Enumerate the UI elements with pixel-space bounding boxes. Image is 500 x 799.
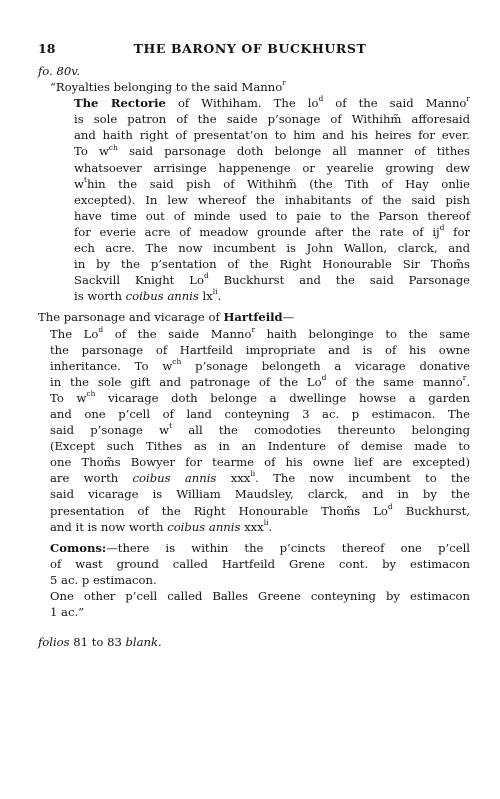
paragraph-line	[38, 224, 470, 240]
text-run: are worth	[50, 471, 133, 486]
text-run: To w	[74, 144, 109, 159]
superscript: li	[263, 517, 269, 527]
paragraph-line: One other p’cell called Balles Greene conteyning by estimacon	[50, 589, 470, 603]
superscript: r	[282, 78, 286, 88]
document-body	[38, 63, 470, 650]
text-run: vicarage doth belonge a dwellinge howse a garden	[95, 390, 470, 405]
paragraph-line: 5 ac. p estimacon.	[50, 572, 157, 587]
text-run: of the same manno	[326, 374, 463, 389]
paragraph-line: is sole patron of the saide p’sonage of Withihm̃ afforesaid	[74, 112, 470, 127]
text-run: .	[466, 374, 470, 389]
paragraph-line: whatsoever arrisinge happenenge or yearelie growing dew	[74, 160, 470, 175]
royalties-heading-text: “Royalties belonging to the said Manno	[50, 80, 283, 95]
rectorie-label: The Rectorie	[74, 96, 166, 111]
superscript: r	[462, 372, 467, 382]
superscript: ch	[108, 142, 118, 152]
paragraph-line: one Thom̃s Bowyer for tearme of his owne lief are excepted)	[50, 455, 470, 470]
text-run: Buckhurst,	[392, 503, 470, 518]
superscript: d	[321, 372, 327, 382]
paragraph-line	[38, 95, 470, 111]
text-run: coibus annis	[125, 289, 199, 304]
paragraph-line: of wast ground called Hartfeild Grene cont. by estimacon	[50, 556, 470, 571]
text-run: presentation of the Right Honourable Thom̃s Lo	[50, 503, 388, 518]
superscript: ch	[172, 356, 182, 366]
parsonage-heading	[38, 309, 470, 325]
rectorie-paragraph	[38, 95, 470, 304]
spacer	[38, 620, 470, 634]
superscript: ch	[86, 389, 96, 399]
paragraph-line	[38, 540, 470, 556]
text-run: p’sonage belongeth a vicarage donative	[181, 358, 471, 373]
paragraph-line	[38, 390, 470, 406]
superscript: r	[466, 94, 470, 104]
superscript: li	[212, 287, 218, 297]
text-run: for everie acre of meadow grounde after the rate of ij	[74, 224, 440, 239]
paragraph-line	[38, 358, 470, 374]
text-run: xxx	[216, 471, 251, 486]
paragraph-line: excepted). In lew whereof the inhabitants of the said pish	[74, 192, 470, 207]
superscript: d	[98, 324, 104, 334]
text-run: Buckhurst and the said Parsonage	[208, 273, 470, 288]
royalties-heading	[38, 79, 470, 95]
superscript: r	[251, 324, 256, 334]
text-run: folios	[38, 635, 70, 650]
comons-label: Comons:	[50, 540, 107, 555]
text-run: haith belonginge to the same	[255, 326, 470, 341]
folio-reference: fo. 80v.	[38, 64, 81, 78]
text-run: for	[444, 224, 470, 239]
text-run: lx	[198, 289, 213, 304]
text-run: inheritance. To w	[50, 358, 173, 373]
superscript: t	[169, 421, 173, 431]
page-header	[38, 41, 462, 57]
text-run: —	[282, 310, 295, 325]
paragraph-line	[38, 470, 470, 486]
parsonage-paragraph	[38, 326, 470, 535]
paragraph-line	[38, 288, 470, 304]
comons-paragraph	[38, 540, 470, 620]
paragraph-line	[38, 503, 470, 519]
text-run: To w	[50, 390, 87, 405]
paragraph-line	[38, 374, 470, 390]
paragraph-line: and haith right of presentat’on to him and his heires for ever.	[74, 128, 470, 143]
text-run: —there is within the p’cincts thereof one p’cell	[106, 540, 470, 555]
text-run: . The now incumbent to the	[255, 471, 470, 486]
text-run: .	[217, 289, 222, 304]
superscript: li	[250, 469, 256, 479]
paragraph-line: 1 ac.”	[50, 605, 85, 620]
paragraph-line: have time out of minde used to paie to the Parson thereof	[74, 208, 470, 223]
paragraph-line	[38, 176, 470, 192]
paragraph-line	[38, 326, 470, 342]
text-run: blank.	[125, 635, 162, 650]
text-run: 81 to 83	[69, 635, 126, 650]
superscript: d	[439, 223, 445, 233]
text-run: The Lo	[50, 326, 99, 341]
text-run: hin the said pish of Withihm̃ (the Tith of Hay onlie	[86, 176, 470, 191]
text-run: said parsonage doth belonge all manner of tithes	[117, 144, 470, 159]
text-run: The parsonage and vicarage of	[38, 310, 224, 325]
footer-note	[38, 634, 470, 650]
paragraph-line: the parsonage of Hartfeild impropriate and is of his owne	[50, 342, 470, 357]
text-run: is worth	[74, 289, 126, 304]
text-run: coibus annis	[167, 519, 241, 534]
paragraph-line: (Except such Tithes as in an Indenture of demise made to	[50, 439, 470, 454]
paragraph-line	[38, 272, 470, 288]
paragraph-line: and one p’cell of land conteyning 3 ac. p estimacon. The	[50, 406, 470, 421]
text-run: of the saide Manno	[103, 326, 252, 341]
running-title: THE BARONY OF BUCKHURST	[133, 41, 367, 56]
superscript: d	[318, 94, 324, 104]
paragraph-line: ech acre. The now incumbent is John Wallon, clarck, and	[74, 241, 470, 256]
page-number: 18	[38, 41, 56, 56]
text-run: of the said Manno	[323, 96, 467, 111]
text-run: .	[268, 519, 273, 534]
paragraph-line	[38, 422, 470, 438]
text-run: coibus annis	[132, 471, 217, 486]
text-run: and it is now worth	[50, 519, 168, 534]
text-run: in the sole gift and patronage of the Lo	[50, 374, 322, 389]
text-run: all the comodoties thereunto belonging	[172, 423, 471, 438]
superscript: t	[83, 174, 87, 184]
paragraph-line	[38, 519, 470, 535]
text-run: xxx	[240, 519, 264, 534]
superscript: d	[203, 271, 209, 281]
text-run: w	[74, 176, 84, 191]
superscript: d	[387, 501, 393, 511]
paragraph-line: said vicarage is William Maudsley, clarck, and in by the	[50, 487, 470, 502]
text-run: Sackvill Knight Lo	[74, 273, 204, 288]
paragraph-line	[38, 143, 470, 159]
text-run: Hartfeild	[223, 310, 283, 325]
paragraph-line: in by the p’sentation of the Right Honourable Sir Thom̃s	[74, 257, 470, 272]
text-run: said p’sonage w	[50, 423, 170, 438]
text-run: of Withiham. The lo	[165, 96, 319, 111]
